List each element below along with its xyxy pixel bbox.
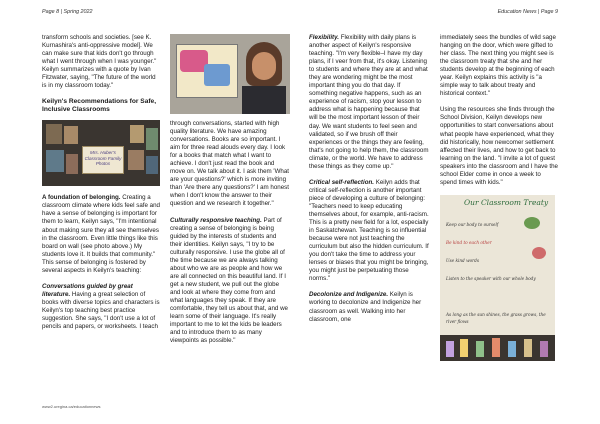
treaty-title: Our Classroom Treaty bbox=[464, 197, 549, 207]
paragraph: immediately sees the bundles of wild sage hanging on the door, which were gifted to her class. The next thing you might see is the classroom treaty that she and her students develop at the beginning of each year. Keilyn explains this activity is "a simple way to talk about treaty and historical context." bbox=[440, 34, 556, 98]
paragraph: Using the resources she finds through the School Division, Keilyn develops new opportunities to start conversations about what people have experienced, what they did historically, how newcomer settlement affected their lives, and how to get back to learning on the land. "I invite a lot of guest speakers into the classroom and I have the school Elder come in once a week to spend times with kids." bbox=[440, 106, 558, 186]
section-heading: Keilyn's Recommendations for Safe, Inclusive Classrooms bbox=[42, 98, 157, 114]
paragraph-lead: Flexibility. bbox=[309, 34, 340, 41]
article-column-2 bbox=[170, 34, 290, 353]
paragraph-body: Keilyn adds that critical self-reflection is another important piece of developing a culture of belonging: "Teachers need to keep educating themselves about, for example, anti-racism. This is a pretty new field for a lot, especially in Saskatchewan. Teaching is so influential because were not just teaching the curriculum but also the hidden curriculum. If you don't take the time to address your lenses or biases that you might be bringing, you might just be perpetuating those norms." bbox=[309, 178, 429, 283]
article-column-4 bbox=[440, 34, 558, 369]
paragraph: through conversations, started with high quality literature. We have amazing conversations. Books are so important. I aim for three read alouds every day. I look for a books that match what I want to achieve. I don't just read the book and move on. We talk about it. I ask them 'What are your questions?' which is more inviting than 'Are there any questions?' I am honest when I don't know the answer to their question and we research it together." bbox=[170, 120, 290, 208]
paragraph-body: Keilyn is working to decolonize and Indigenize her classroom as well. Walking into her classroom, one bbox=[309, 291, 422, 323]
paragraph bbox=[42, 194, 160, 274]
paragraph-body: Having a great selection of books with diverse topics and characters is Keilyn's top teaching best practice suggestion. She says, "I don't use a lot of pencils and papers, or worksheets. I teach bbox=[42, 290, 160, 331]
paragraph-body: Flexibility with daily plans is another aspect of Keilyn's responsive teaching. "I'm very flexible–I have my day plans, if I veer from that, it's okay. Listening to students and where they are at and what they are wondering might be the most important thing you do that day. If something negative happens, such as an experience of racism, stop your lesson to address what is happening because that will be the most important lesson of their day. We want students to feel seen and validated, so if we brush off their experiences or the things they are feeling, that's not going to help them, the classroom climate, or the world. We have to address these things as they come up." bbox=[309, 34, 429, 170]
paragraph bbox=[42, 283, 160, 331]
teacher-with-book-photo bbox=[170, 34, 290, 114]
paragraph: transform schools and societies. [see K. Kurnashira's anti-oppressive model]. We can make sure that kids don't go through what I went through when I was younger." Keilyn summarizes with a quote by Ivan Fitzwater, saying, "The future of the world is in my classroom today." bbox=[42, 34, 157, 90]
treaty-line: As long as the sun shines, the grass grows, the river flows bbox=[446, 311, 546, 324]
page-header-left: Page 8 | Spring 2022 bbox=[42, 9, 93, 15]
page-header-right: Education News | Page 9 bbox=[497, 9, 558, 15]
paragraph bbox=[170, 217, 290, 346]
paragraph-lead: A foundation of belonging. bbox=[42, 194, 121, 202]
treaty-line: Use kind words bbox=[446, 257, 480, 263]
paragraph-body: Creating a classroom climate where kids feel safe and have a sense of belonging is important for them to learn, Keilyn says, "I'm intentional about making sure they all see themselves in the classroom. Even little things like this board on wall (see photo above.) My students love it. It builds that community." This sense of belonging is fostered by several aspects in Keilyn's teaching: bbox=[42, 194, 160, 274]
treaty-line: Keep our body to ourself bbox=[446, 221, 499, 227]
classroom-family-photos-board bbox=[42, 120, 160, 186]
paragraph-lead: Conversations guided by great literature. bbox=[42, 282, 133, 298]
article-column-3 bbox=[309, 34, 429, 332]
paragraph-lead: Culturally responsive teaching. bbox=[170, 216, 262, 224]
treaty-line: Listen to the speaker with our whole body bbox=[446, 275, 536, 281]
paragraph bbox=[309, 179, 429, 284]
paragraph-lead: Decolonize and Indigenize. bbox=[309, 291, 389, 299]
article-column-1 bbox=[42, 34, 160, 339]
paragraph-lead: Critical self-reflection. bbox=[309, 178, 374, 186]
treaty-line: Be kind to each other bbox=[446, 239, 492, 245]
classroom-treaty-chart-photo bbox=[440, 195, 555, 361]
paragraph-body: Part of creating a sense of belonging is being guided by the interests of students and their identities. Keilyn says, "I try to be culturally responsive. I use the globe all of the time because we are always talking about who we are as people and how we are all connected on this beautiful land. If I get a new student, we pull out the globe and look at where they come from and what languages they speak. If they are comfortable, they tell us about that, and we learn some of their language. It's really important to me to let the kids be leaders and to introduce them to as many viewpoints as possible." bbox=[170, 216, 288, 345]
paragraph bbox=[309, 291, 429, 323]
board-sign: Mrs. Huber's Classroom Family Photos bbox=[82, 146, 124, 174]
footer-url: www2.uregina.ca/educationnews bbox=[42, 404, 101, 409]
paragraph bbox=[309, 34, 429, 171]
